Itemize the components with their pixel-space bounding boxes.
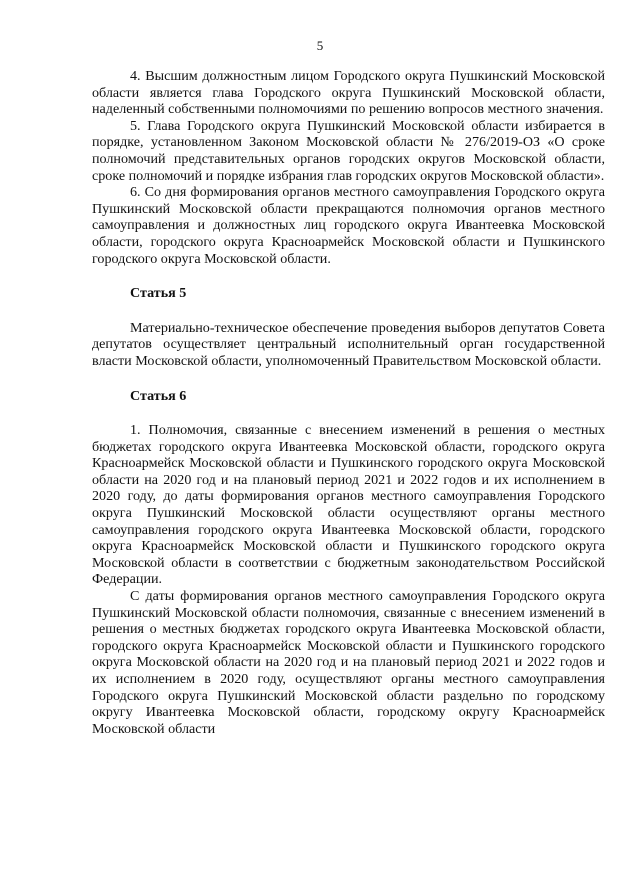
paragraph-6: 6. Со дня формирования органов местного самоуправления Городского округа Пушкинский Московской области прекращаются полномочия органов местного самоуправления и должностных лиц городского округа Ивантеевка Московской области, городского округа Красноармейск Московской области и Пушкинского городского округа Московской области.: [92, 184, 605, 267]
article-5-text: Материально-техническое обеспечение проведения выборов депутатов Совета депутатов осуществляет центральный исполнительный орган государственной власти Московской области, уполномоченный Правительством Московской области.: [92, 319, 605, 369]
article-6-paragraph-2: С даты формирования органов местного самоуправления Городского округа Пушкинский Московской области полномочия, связанные с внесением изменений в решения о местных бюджетах городского округа Ивантеевка Московской области, городского округа Красноармейск Московской области и Пушкинского городского округа Московской области на 2020 год и на плановый период 2021 и 2022 годов и их исполнением в 2020 году, осуществляют органы местного самоуправления Городского округа Пушкинский Московской области раздельно по городскому округу Ивантеевка Московской области, городскому округу Красноармейск Московской области: [92, 588, 605, 737]
paragraph-5: 5. Глава Городского округа Пушкинский Московской области избирается в порядке, установленном Законом Московской области № 276/2019-ОЗ «О сроке полномочий представительных органов городских округов Московской области, сроке полномочий и порядке избрания глав городских округов Московской области».: [92, 117, 605, 184]
paragraph-4: 4. Высшим должностным лицом Городского округа Пушкинский Московской области является глава Городского округа Пушкинский Московской области, наделенный собственными полномочиями по решению вопросов местного значения.: [92, 68, 605, 118]
article-5-heading: Статья 5: [130, 285, 187, 302]
article-6-paragraph-1: 1. Полномочия, связанные с внесением изменений в решения о местных бюджетах городского округа Ивантеевка Московской области, городского округа Красноармейск Московской области и Пушкинского городского округа Московской области на 2020 год и на плановый период 2021 и 2022 годов и их исполнением в 2020 году, до даты формирования органов местного самоуправления Городского округа Пушкинский Московской области осуществляют органы местного самоуправления городского округа Ивантеевка Московской области, городского округа Красноармейск Московской области и Пушкинского городского округа Московской области в соответствии с бюджетным законодательством Российской Федерации.: [92, 422, 605, 588]
article-6-heading: Статья 6: [130, 387, 187, 404]
document-body: [92, 68, 605, 737]
page-number: 5: [316, 38, 324, 53]
